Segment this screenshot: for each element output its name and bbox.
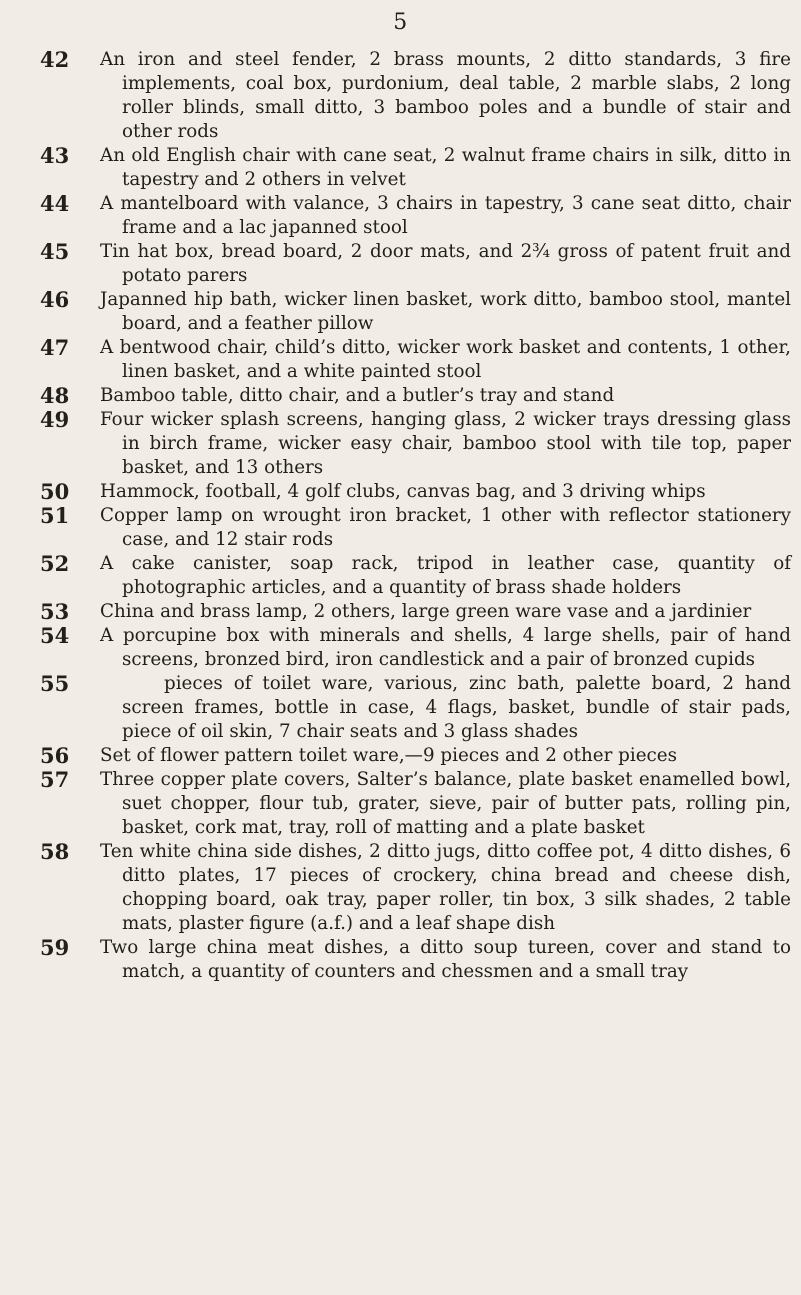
lot-description: Four wicker splash screens, hanging glass, 2 wicker trays dressing glass in birch frame, wicker easy chair, bamboo stool with tile top, paper basket, and 13 others — [100, 409, 791, 478]
lot-description: Bamboo table, ditto chair, and a butler’s tray and stand — [100, 385, 615, 406]
lot-item — [0, 336, 801, 384]
lot-number: 48 — [40, 383, 70, 408]
lot-description: Ten white china side dishes, 2 ditto jugs, ditto coffee pot, 4 ditto dishes, 6 ditto plates, 17 pieces of crockery, china bread and cheese dish, chopping board, oak tray, paper roller, tin box, 3 silk shades, 2 table mats, plaster figure (a.f.) and a leaf shape dish — [100, 841, 791, 934]
lot-description: A cake canister, soap rack, tripod in leather case, quantity of photographic articles, and a quantity of brass shade holders — [100, 553, 791, 598]
lot-number: 51 — [40, 503, 70, 528]
lot-description: Hammock, football, 4 golf clubs, canvas bag, and 3 driving whips — [100, 481, 706, 502]
lot-number: 46 — [40, 287, 70, 312]
lot-number: 58 — [40, 839, 70, 864]
lot-list — [0, 48, 801, 984]
lot-number: 44 — [40, 191, 70, 216]
lot-item — [0, 288, 801, 336]
lot-item — [0, 840, 801, 936]
lot-description: Tin hat box, bread board, 2 door mats, and 2¾ gross of patent fruit and potato parers — [100, 241, 791, 286]
lot-description: An old English chair with cane seat, 2 walnut frame chairs in silk, ditto in tapestry and 2 others in velvet — [100, 145, 791, 190]
lot-number: 54 — [40, 623, 70, 648]
lot-number: 42 — [40, 47, 70, 72]
lot-description: Set of flower pattern toilet ware,—9 pieces and 2 other pieces — [100, 745, 677, 766]
lot-number: 52 — [40, 551, 70, 576]
lot-item — [0, 744, 801, 768]
lot-number: 59 — [40, 935, 70, 960]
lot-number: 43 — [40, 143, 70, 168]
lot-number: 49 — [40, 407, 70, 432]
lot-number: 56 — [40, 743, 70, 768]
lot-item — [0, 192, 801, 240]
lot-description: A porcupine box with minerals and shells, 4 large shells, pair of hand screens, bronzed bird, iron candlestick and a pair of bronzed cupids — [100, 625, 791, 670]
lot-item — [0, 504, 801, 552]
lot-number: 53 — [40, 599, 70, 624]
lot-item — [0, 480, 801, 504]
page-number: 5 — [393, 10, 408, 35]
lot-number: 45 — [40, 239, 70, 264]
lot-description: Copper lamp on wrought iron bracket, 1 other with reflector stationery case, and 12 stair rods — [100, 505, 791, 550]
lot-item — [0, 936, 801, 984]
lot-item — [0, 384, 801, 408]
lot-description: Japanned hip bath, wicker linen basket, work ditto, bamboo stool, mantel board, and a feather pillow — [100, 289, 791, 334]
lot-item — [0, 768, 801, 840]
lot-description: Three copper plate covers, Salter’s balance, plate basket enamelled bowl, suet chopper, flour tub, grater, sieve, pair of butter pats, rolling pin, basket, cork mat, tray, roll of matting and a plate basket — [100, 769, 791, 838]
lot-description: An iron and steel fender, 2 brass mounts, 2 ditto standards, 3 fire implements, coal box, purdonium, deal table, 2 marble slabs, 2 long roller blinds, small ditto, 3 bamboo poles and a bundle of stair and other rods — [100, 49, 791, 142]
lot-item — [0, 600, 801, 624]
lot-description: A mantelboard with valance, 3 chairs in tapestry, 3 cane seat ditto, chair frame and a lac japanned stool — [100, 193, 791, 238]
lot-item — [0, 144, 801, 192]
lot-number: 57 — [40, 767, 70, 792]
lot-item — [0, 552, 801, 600]
lot-description: A bentwood chair, child’s ditto, wicker work basket and contents, 1 other, linen basket, and a white painted stool — [100, 337, 791, 382]
lot-number: 50 — [40, 479, 70, 504]
lot-item — [0, 672, 801, 744]
lot-description: Two large china meat dishes, a ditto soup tureen, cover and stand to match, a quantity of counters and chessmen and a small tray — [100, 937, 791, 982]
lot-number: 55 — [40, 671, 70, 696]
lot-item — [0, 624, 801, 672]
lot-item — [0, 48, 801, 144]
lot-description: pieces of toilet ware, various, zinc bath, palette board, 2 hand screen frames, bottle in case, 4 flags, basket, bundle of stair pads, piece of oil skin, 7 chair seats and 3 glass shades — [122, 673, 791, 742]
lot-description: China and brass lamp, 2 others, large green ware vase and a jardinier — [100, 601, 752, 622]
lot-item — [0, 408, 801, 480]
lot-item — [0, 240, 801, 288]
lot-number: 47 — [40, 335, 70, 360]
